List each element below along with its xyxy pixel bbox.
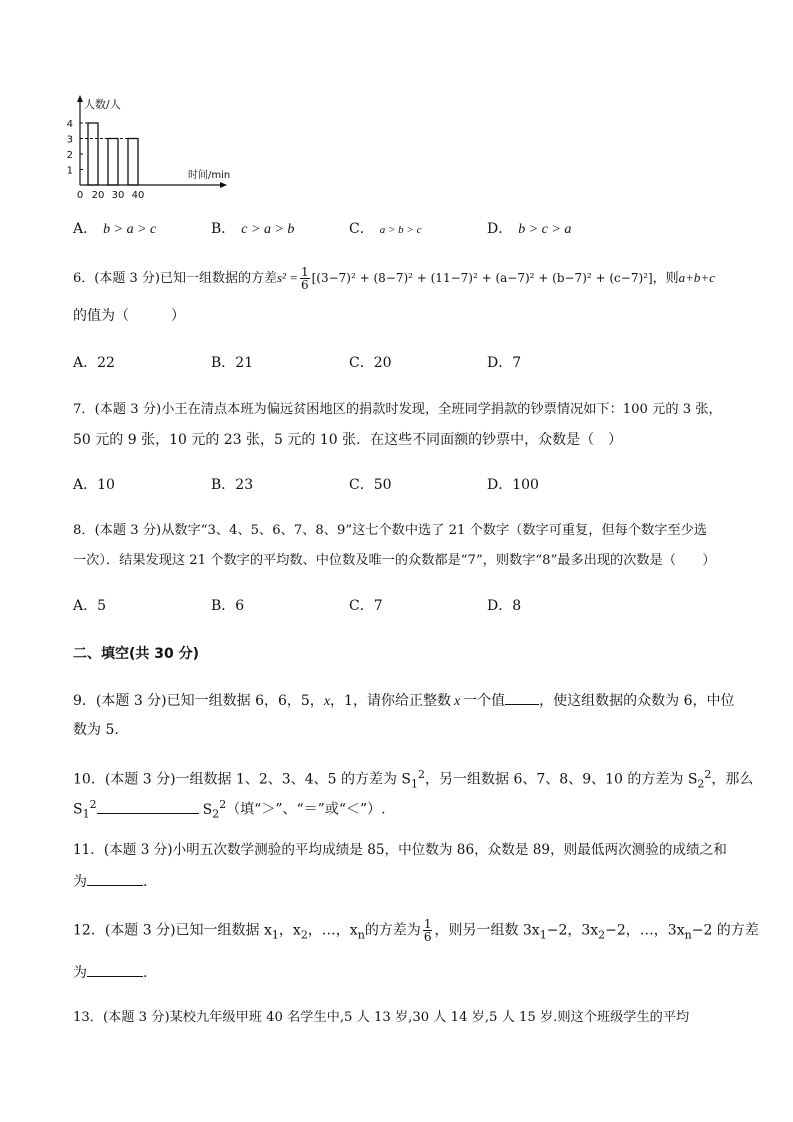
question-8-line1: 8．(本题 3 分)从数字“3、4、5、6、7、8、9”这七个数中选了 21 个数字（数字可重复，但每个数字至少选 <box>73 523 707 538</box>
q7-option-a[interactable]: A．10 <box>73 477 115 493</box>
histogram-chart <box>60 92 240 204</box>
q7-option-d[interactable]: D．100 <box>487 477 539 493</box>
subscript: 2 <box>212 807 220 821</box>
question-8-line2: 一次）．结果发现这 21 个数字的平均数、中位数及唯一的众数都是“7”，则数字“8”最多出现的次数是（ ） <box>73 553 716 568</box>
answer-blank[interactable] <box>97 799 199 814</box>
x-axis-arrow <box>220 182 227 188</box>
question-12-line2 <box>73 962 147 983</box>
q5-option-a[interactable] <box>73 219 156 240</box>
q6-fraction <box>300 266 310 291</box>
q9-text: ，使这组数据的众数为 6，中位 <box>539 693 735 709</box>
q5-option-b[interactable] <box>211 219 294 240</box>
histogram-bar <box>88 123 98 185</box>
q7-option-c[interactable]: C．50 <box>349 477 392 493</box>
fraction-denominator: 6 <box>423 930 432 944</box>
y-axis-arrow <box>77 95 83 102</box>
question-6 <box>73 266 715 291</box>
q6-option-d[interactable]: D．7 <box>487 355 522 371</box>
q6-suffix: ，则 <box>652 271 679 286</box>
y-tick-label: 3 <box>66 134 73 146</box>
q10-text: S <box>73 801 83 818</box>
y-axis-label: 人数/人 <box>84 98 121 111</box>
subscript: 2 <box>598 928 606 942</box>
q6-s2: s² = <box>276 270 298 285</box>
q12-text: 为 <box>73 965 87 981</box>
q11-text: . <box>143 874 148 890</box>
answer-blank[interactable] <box>87 871 143 886</box>
q12-text: 的方差为 <box>364 922 421 939</box>
option-letter: C． <box>349 221 374 237</box>
q11-text: 为 <box>73 874 87 890</box>
x-axis-label: 时间/min <box>188 170 231 181</box>
fraction-numerator: 1 <box>300 265 309 279</box>
question-6-line2: 的值为（ ） <box>73 308 185 324</box>
q10-text: （填“＞”、“＝”或“＜”）. <box>226 801 386 818</box>
y-tick-label: 1 <box>66 165 73 177</box>
q6-expression: [(3−7)² + (8−7)² + (11−7)² + (a−7)² + (b−7)² + (c−7)²] <box>311 271 653 285</box>
q5-option-d[interactable] <box>487 219 571 240</box>
option-letter: D． <box>487 221 513 237</box>
option-letter: A． <box>73 221 98 237</box>
subscript: 2 <box>697 777 705 791</box>
subscript: n <box>684 928 692 942</box>
q12-text: −2 的方差 <box>691 922 759 939</box>
q6-option-c[interactable]: C．20 <box>349 355 392 371</box>
q6-prefix: 6．(本题 3 分)已知一组数据的方差 <box>73 271 277 286</box>
superscript: 2 <box>89 798 97 811</box>
subscript: 1 <box>539 928 547 942</box>
x-tick-label: 30 <box>111 190 125 201</box>
fraction-denominator: 6 <box>300 278 309 292</box>
q9-text: 9．(本题 3 分)已知一组数据 6，6，5， <box>73 693 324 709</box>
subscript: 1 <box>411 777 419 791</box>
q6-option-b[interactable]: B．21 <box>211 355 254 371</box>
q9-var: x <box>323 694 331 709</box>
question-11-line2 <box>73 871 147 892</box>
q12-text: −2，…，3x <box>605 922 685 939</box>
q12-fraction <box>423 918 433 943</box>
q8-option-c[interactable]: C．7 <box>349 598 383 614</box>
y-tick-label: 4 <box>66 119 73 130</box>
answer-blank[interactable] <box>87 962 143 977</box>
q12-text: ，x <box>278 922 301 939</box>
question-9-line2: 数为 5. <box>73 722 119 738</box>
q12-text: ，则另一组数 3x <box>434 922 540 939</box>
q7-option-b[interactable]: B．23 <box>211 477 254 493</box>
subscript: 1 <box>271 928 279 942</box>
q9-text: 一个值 <box>463 693 506 709</box>
q8-option-a[interactable]: A．5 <box>73 598 107 614</box>
fraction-numerator: 1 <box>423 917 432 931</box>
q6-option-a[interactable]: A．22 <box>73 355 115 371</box>
option-text: c > a > b <box>241 222 295 237</box>
histogram-bar <box>108 139 118 186</box>
option-letter: B． <box>211 221 236 237</box>
q8-option-d[interactable]: D．8 <box>487 598 522 614</box>
x-tick-label: 20 <box>91 190 105 201</box>
question-9-line1 <box>73 690 735 712</box>
superscript: 2 <box>704 768 712 781</box>
q9-text: ，1，请你给正整数 <box>330 693 451 709</box>
question-10-line1 <box>73 765 753 794</box>
q6-abc: a+b+c <box>678 270 715 285</box>
question-12-line1 <box>73 918 759 945</box>
q12-text: ，…，x <box>307 922 358 939</box>
q10-text: ，那么 <box>711 771 754 788</box>
q12-text: 12．(本题 3 分)已知一组数据 x <box>73 922 272 939</box>
question-11-line1: 11．(本题 3 分)小明五次数学测验的平均成绩是 85，中位数为 86，众数是 89，则最低两次测验的成绩之和 <box>73 842 727 858</box>
q5-option-c[interactable] <box>349 219 421 240</box>
option-text: b > c > a <box>518 222 572 237</box>
option-text: a > b > c <box>379 224 422 236</box>
q10-text: 10．(本题 3 分)一组数据 1、2、3、4、5 的方差为 S <box>73 771 412 788</box>
subscript: n <box>357 928 365 942</box>
subscript: 2 <box>300 928 308 942</box>
q10-text: ，另一组数据 6、7、8、9、10 的方差为 S <box>425 771 698 788</box>
y-tick-label: 2 <box>66 150 73 161</box>
superscript: 2 <box>418 768 426 781</box>
question-10-line2 <box>73 795 386 824</box>
answer-blank[interactable] <box>505 690 539 705</box>
subscript: 1 <box>82 807 90 821</box>
q12-text: . <box>143 965 148 981</box>
superscript: 2 <box>219 798 227 811</box>
question-7-line1: 7．(本题 3 分)小王在清点本班为偏远贫困地区的捐款时发现，全班同学捐款的钞票情况如下：100 元的 3 张， <box>73 402 722 417</box>
x-tick-label: 40 <box>131 190 145 201</box>
q10-text: S <box>202 801 213 818</box>
x-tick-label: 0 <box>76 190 84 201</box>
option-text: b > a > c <box>103 222 157 237</box>
question-7-line2: 50 元的 9 张，10 元的 23 张，5 元的 10 张．在这些不同面额的钞票中，众数是（ ） <box>73 432 623 448</box>
q8-option-b[interactable]: B．6 <box>211 598 245 614</box>
section-heading: 二、填空(共 30 分) <box>73 646 200 662</box>
histogram-bar <box>128 139 138 186</box>
q9-var: x <box>453 694 461 709</box>
question-13-line1: 13．(本题 3 分)某校九年级甲班 40 名学生中,5 人 13 岁,30 人 14 岁,5 人 15 岁.则这个班级学生的平均 <box>73 1010 690 1025</box>
q12-text: −2，3x <box>546 922 599 939</box>
